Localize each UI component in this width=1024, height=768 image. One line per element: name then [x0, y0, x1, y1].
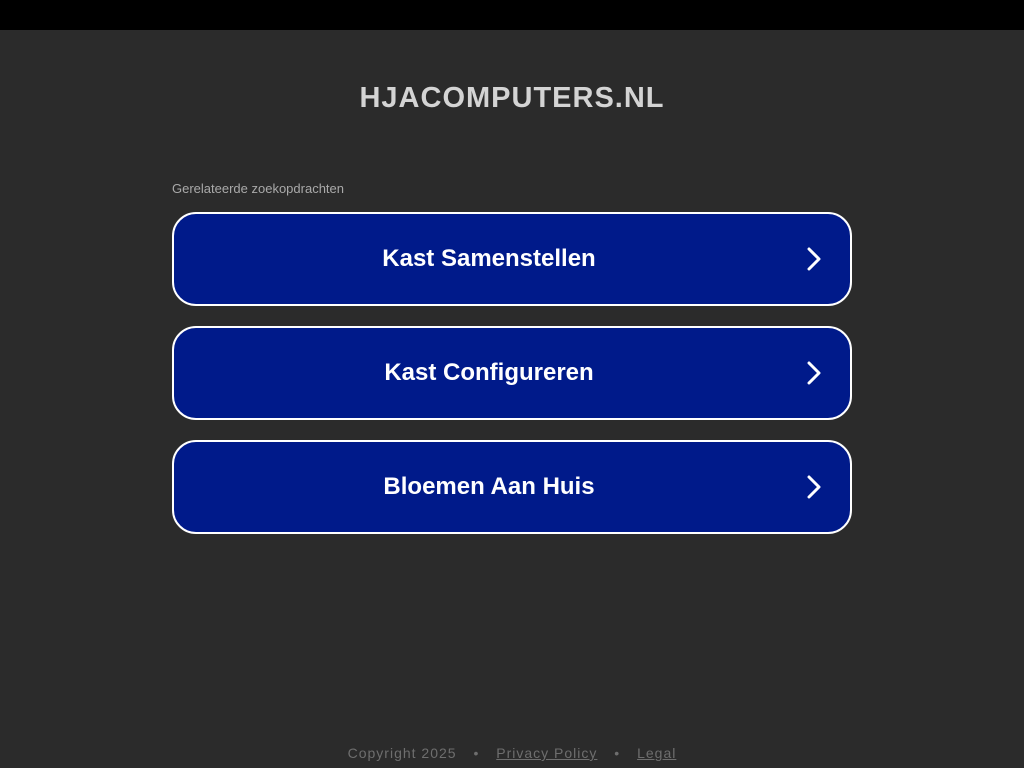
related-searches-heading: Gerelateerde zoekopdrachten — [172, 181, 345, 196]
chevron-right-icon — [802, 361, 826, 385]
footer — [0, 745, 1024, 761]
related-link-kast-samenstellen[interactable] — [172, 212, 852, 306]
related-link-label: Kast Samenstellen — [382, 245, 596, 272]
footer-separator: • — [614, 745, 621, 761]
related-link-label: Bloemen Aan Huis — [383, 473, 595, 500]
footer-separator: • — [473, 745, 480, 761]
related-link-kast-configureren[interactable] — [172, 326, 852, 420]
privacy-policy-link[interactable]: Privacy Policy — [496, 745, 598, 761]
related-link-label: Kast Configureren — [384, 359, 594, 386]
chevron-right-icon — [802, 247, 826, 271]
related-link-bloemen-aan-huis[interactable] — [172, 440, 852, 534]
copyright-text: Copyright 2025 — [347, 745, 457, 761]
legal-link[interactable]: Legal — [637, 745, 677, 761]
chevron-right-icon — [802, 475, 826, 499]
top-bar — [0, 0, 1024, 30]
domain-title: HJACOMPUTERS.NL — [359, 82, 665, 114]
